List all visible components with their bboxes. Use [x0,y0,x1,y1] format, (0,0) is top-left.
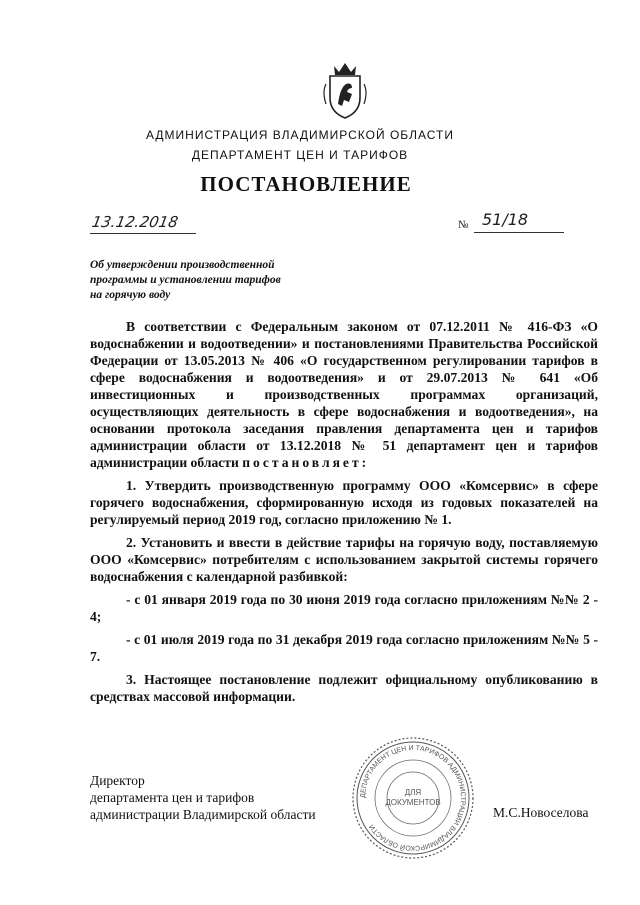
clause-3: 3. Настоящее постановление подлежит официальному опубликованию в средствах массовой информации. [90,672,598,704]
tariff-period-2: - с 01 июля 2019 года по 31 декабря 2019 года согласно приложениям №№ 5 - 7. [90,632,598,664]
signatory-title [90,772,316,823]
round-seal-stamp-icon [350,735,476,861]
preamble-text: В соответствии с Федеральным законом от 07.12.2011 № 416-ФЗ «О водоснабжении и водоотведении» и постановлениями Правительства Российской Федерации от 13.05.2013 № 406 «О государственном регулировании тарифов в сфере водоснабжения и водоотведения» и от 29.07.2013 № 641 «Об инвестиционных и производственных программах организаций, осуществляющих деятельность в сфере водоснабжения и водоотведения», на основании протокола заседания правления департамента цен и тарифов администрации области от 13.12.2018 № 51 департамент цен и тарифов администрации области [90,319,598,470]
stamp-center-line: ДЛЯ [404,788,422,797]
document-subject [90,258,310,303]
resolves-word: постановляет: [242,455,370,470]
preamble-paragraph [90,318,598,471]
signatory-line: департамента цен и тарифов [90,790,255,805]
stamp-center-line: ДОКУМЕНТОВ [385,798,441,807]
subject-line: на горячую воду [90,289,171,301]
organization-name: АДМИНИСТРАЦИЯ ВЛАДИМИРСКОЙ ОБЛАСТИ [146,128,454,142]
document-title: ПОСТАНОВЛЕНИЕ [200,172,412,196]
subject-line: Об утверждении производственной [90,259,275,271]
date-underline [90,233,196,234]
clause-2: 2. Установить и ввести в действие тарифы на горячую воду, поставляемую ООО «Комсервис» потребителям с использованием закрытой системы горячего водоснабжения с календарной разбивкой: [90,535,598,584]
subject-line: программы и установлении тарифов [90,274,281,286]
document-number: 51/18 [482,210,529,229]
tariff-period-1: - с 01 января 2019 года по 30 июня 2019 года согласно приложениям №№ 2 - 4; [90,592,598,624]
coat-of-arms-icon [322,58,368,120]
signatory-name: М.С.Новоселова [493,805,589,820]
document-date: 13.12.2018 [90,213,180,231]
signatory-line: Директор [90,773,145,788]
number-underline [474,232,564,233]
clause-1: 1. Утвердить производственную программу ООО «Комсервис» в сфере горячего водоснабжения, сформированную исходя из годовых показателей на регулируемый период 2019 год, согласно приложению № 1. [90,478,598,527]
number-label: № [458,219,469,231]
department-name: ДЕПАРТАМЕНТ ЦЕН И ТАРИФОВ [191,148,409,162]
stamp-ring-text: ДЕПАРТАМЕНТ ЦЕН И ТАРИФОВ АДМИНИСТРАЦИИ ВЛАДИМИРСКОЙ ОБЛАСТИ [359,744,467,852]
signatory-line: администрации Владимирской области [90,807,316,822]
document-body [90,318,598,705]
